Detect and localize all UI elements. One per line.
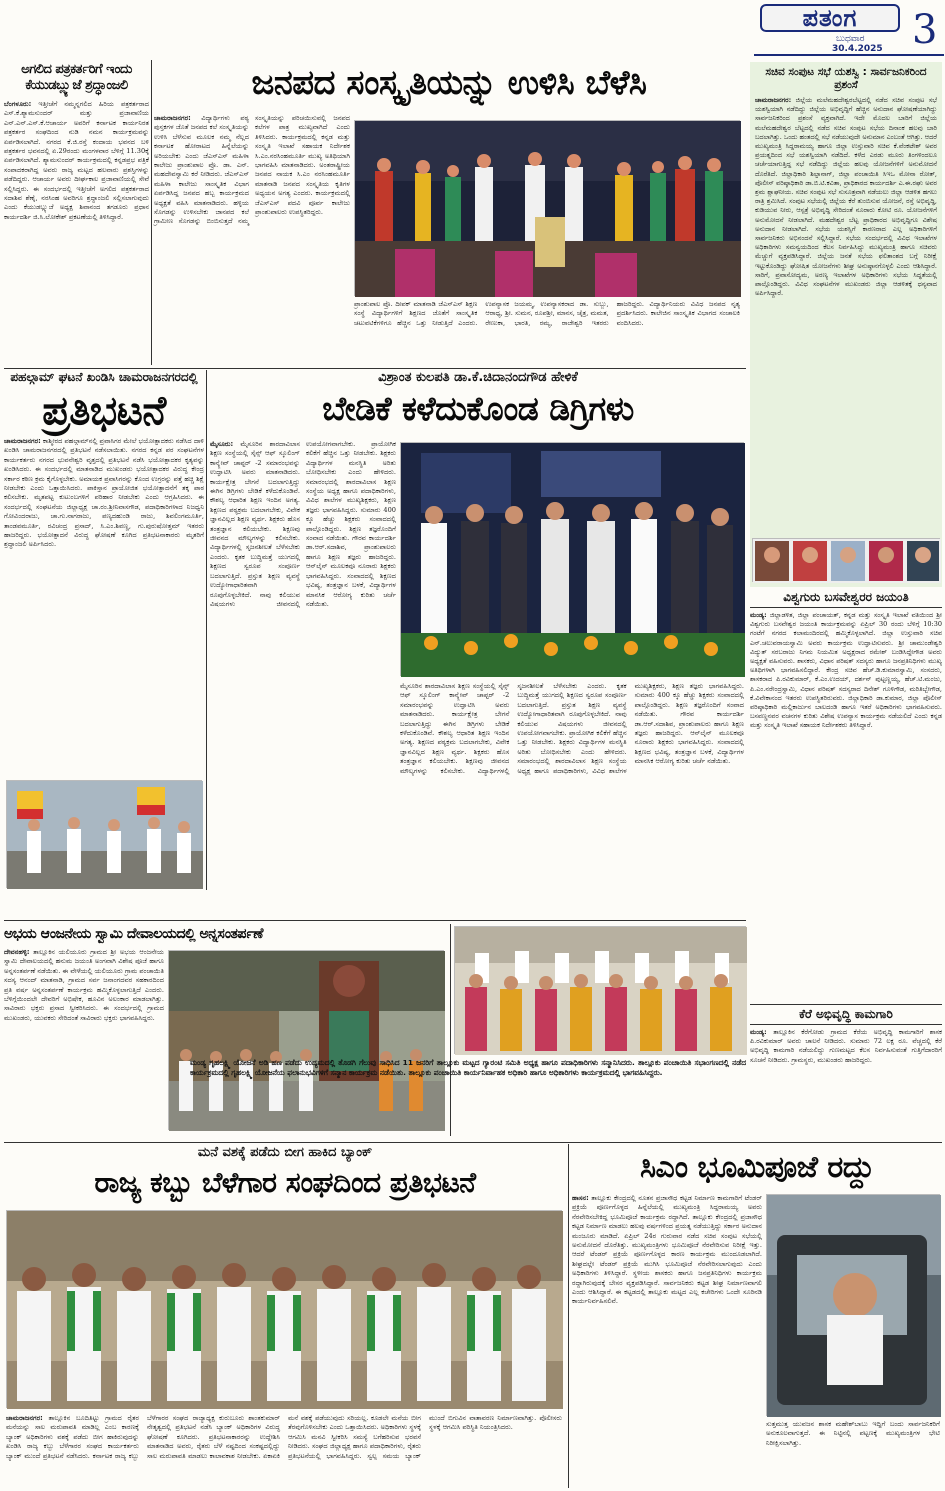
basava-headline: ವಿಶ್ವಗುರು ಬಸವೇಶ್ವರರ ಜಯಂತಿ <box>750 590 942 608</box>
anjaneya-body: ತಾಲ್ಲೂಕಿನ ಯಲಿಯೂರು ಗ್ರಾಮದ ಶ್ರೀ ಅಭಯ ಆಂಜನೇಯ ಸ್ವಾಮಿ ದೇವಾಲಯದಲ್ಲಿ ಹನುಮ ಜಯಂತಿ ಅಂಗವಾಗಿ ವಿಶೇಷ ಪೂಜೆ ಹಾಗೂ ಅನ್ನಸಂತರ್ಪಣೆ ನಡೆಯಿತು. ಈ ವೇಳೆಯಲ್ಲಿ ಯಲಿಯೂರು ಗ್ರಾಮ ಪಂಚಾಯಿತಿ ಸದಸ್ಯ ಆನಂದ್ ಮಾತನಾಡಿ, ಗ್ರಾಮದ ಸರ್ವ ಜನಾಂಗದವರ ಸಹಕಾರದಿಂದ ಪ್ರತಿ ವರ್ಷ ಅನ್ನಸಂತರ್ಪಣೆ ಕಾರ್ಯಕ್ರಮ ಹಮ್ಮಿಕೊಳ್ಳಲಾಗುತ್ತಿದೆ ಎಂದರು. ಬೆಳಿಗ್ಗೆಯಿಂದಲೇ ದೇವರಿಗೆ ಅಭಿಷೇಕ, ಹೂವಿನ ಅಲಂಕಾರ ಮಾಡಲಾಗಿತ್ತು. ಸಾವಿರಾರು ಭಕ್ತರು ಪ್ರಸಾದ ಸ್ವೀಕರಿಸಿದರು. ಈ ಸಂದರ್ಭದಲ್ಲಿ ಗ್ರಾಮದ ಮುಖಂಡರು, ಯುವಕರು ಸೇರಿದಂತೆ ಸಾವಿರಾರು ಭಕ್ತರು ಭಾಗವಹಿಸಿದ್ದರು. <box>4 948 164 1022</box>
masthead <box>754 4 944 56</box>
basava-body: ಜಿಲ್ಲಾಡಳಿತ, ಜಿಲ್ಲಾ ಪಂಚಾಯತ್, ಕನ್ನಡ ಮತ್ತು ಸಂಸ್ಕೃತಿ ಇಲಾಖೆ ವತಿಯಿಂದ ಶ್ರೀ ವಿಶ್ವಗುರು ಬಸವೇಶ್ವರ ಜಯಂತಿ ಕಾರ್ಯಕ್ರಮವನ್ನು ಏಪ್ರಿಲ್ 30 ರಂದು ಬೆಳಿಗ್ಗೆ 10:30 ಗಂಟೆಗೆ ನಗರದ ಕಲಾಮಂದಿರದಲ್ಲಿ ಹಮ್ಮಿಕೊಳ್ಳಲಾಗಿದೆ. ಜಿಲ್ಲಾ ಉಸ್ತುವಾರಿ ಸಚಿವ ಎನ್.ಚಲುವರಾಯಸ್ವಾಮಿ ಅವರು ಕಾರ್ಯಕ್ರಮ ಉದ್ಘಾಟಿಸುವರು. ಶ್ರೀ ಚಾಮುಂಡೇಶ್ವರಿ ವಿದ್ಯುತ್ ಸರಬರಾಜು ನಿಗಮ ನಿಯಮಿತ ಅಧ್ಯಕ್ಷರಾದ ರಮೇಶ್ ಬಂಡಿಸಿದ್ದೇಗೌಡ ಅವರು ಅಧ್ಯಕ್ಷತೆ ವಹಿಸುವರು. ಶಾಸಕರು, ವಿಧಾನ ಪರಿಷತ್ ಸದಸ್ಯರು ಹಾಗೂ ಜನಪ್ರತಿನಿಧಿಗಳು ಮುಖ್ಯ ಅತಿಥಿಗಳಾಗಿ ಭಾಗವಹಿಸಲಿದ್ದಾರೆ. ಕೇಂದ್ರ ಸಚಿವ ಹೆಚ್.ಡಿ.ಕುಮಾರಸ್ವಾಮಿ, ಸಂಸದರು, ಶಾಸಕರಾದ ಪಿ.ರವಿಕುಮಾರ್, ಕೆ.ಎಂ.ಉದಯ್, ದರ್ಶನ್ ಪುಟ್ಟಣ್ಣಯ್ಯ, ಹೆಚ್.ಟಿ.ಮಂಜು, ಪಿ.ಎಂ.ನರೇಂದ್ರಸ್ವಾಮಿ, ವಿಧಾನ ಪರಿಷತ್ ಸದಸ್ಯರಾದ ದಿನೇಶ್ ಗೂಳಿಗೌಡ, ಮರಿತಿಬ್ಬೇಗೌಡ, ಕೆ.ವಿವೇಕಾನಂದ ಇತರರು ಉಪಸ್ಥಿತರಿರುವರು. ಜಿಲ್ಲಾಧಿಕಾರಿ ಡಾ.ಕುಮಾರ, ಜಿಲ್ಲಾ ಪೊಲೀಸ್ ವರಿಷ್ಠಾಧಿಕಾರಿ ಮಲ್ಲಿಕಾರ್ಜುನ ಬಾಲದಂಡಿ ಹಾಗೂ ಇತರೆ ಅಧಿಕಾರಿಗಳು ಭಾಗವಹಿಸುವರು. ಬಸವಣ್ಣನವರ ವಚನಗಳ ಕುರಿತು ವಿಶೇಷ ಉಪನ್ಯಾಸ ಕಾರ್ಯಕ್ರಮ ನಡೆಯಲಿದೆ ಎಂದು ಕನ್ನಡ ಮತ್ತು ಸಂಸ್ಕೃತಿ ಇಲಾಖೆ ಸಹಾಯಕ ನಿರ್ದೇಶಕರು ತಿಳಿಸಿದ್ದಾರೆ. <box>750 611 942 730</box>
masthead-name: ಪತಂಗ <box>760 4 900 32</box>
degrees-body-cont: ಮೈಸೂರಿನ ಶಾರದಾವಿಲಾಸ ಶಿಕ್ಷಣ ಸಂಸ್ಥೆಯಲ್ಲಿ ಸೈನ್ಸ್ ಆಫ್ ಸ್ಕೂಲಿಂಗ್ ಕಾನ್ಕ್ಲೇವ್ ಚಾಪ್ಟರ್ -2 ಸಮಾರಂಭವನ್ನು ಉದ್ಘಾಟಿಸಿ ಅವರು ಮಾತನಾಡಿದರು. ಕಾರ್ಯಕ್ಷೇತ್ರ ಬೇಗನೆ ಬದಲಾಗುತ್ತಿದ್ದು ಈಗಿನ ಡಿಗ್ರಿಗಳು ಬೇಡಿಕೆ ಕಳೆದುಕೊಂಡಿವೆ. ಕೌಶಲ್ಯ ಆಧಾರಿತ ಶಿಕ್ಷಣ ಇಂದಿನ ಅಗತ್ಯ. ಶಿಕ್ಷಣದ ಪಠ್ಯಕ್ರಮ ಬದಲಾಗಬೇಕು, ವಿವೇಕ ಜ್ಞಾನವಿಲ್ಲದ ಶಿಕ್ಷಣ ವ್ಯರ್ಥ. ಶಿಕ್ಷಕರು ಹೊಸ ತಂತ್ರಜ್ಞಾನ ಕಲಿಯಬೇಕು. ಶಿಕ್ಷಣವು ಜೀವನದ ಮೌಲ್ಯಗಳನ್ನು ಕಲಿಸಬೇಕು. ವಿದ್ಯಾರ್ಥಿಗಳಲ್ಲಿ ಸೃಜನಶೀಲತೆ ಬೆಳೆಸಬೇಕು ಎಂದರು. ಕೃತಕ ಬುದ್ಧಿಮತ್ತೆ ಯುಗದಲ್ಲಿ ಶಿಕ್ಷಣದ ಸ್ವರೂಪ ಸಂಪೂರ್ಣ ಬದಲಾಗುತ್ತಿದೆ. ಪ್ರಸ್ತುತ ಶಿಕ್ಷಣ ವ್ಯವಸ್ಥೆ ಉದ್ಯೋಗಾಧಾರಿತವಾಗಿ ರೂಪುಗೊಳ್ಳಬೇಕಿದೆ. ನಾವು ಕಲಿಯುವ ವಿಷಯಗಳು ಜೀವನದಲ್ಲಿ ಉಪಯೋಗವಾಗಬೇಕು. ಪ್ರಾಯೋಗಿಕ ಕಲಿಕೆಗೆ ಹೆಚ್ಚಿನ ಒತ್ತು ನೀಡಬೇಕು. ಶಿಕ್ಷಕರು ವಿದ್ಯಾರ್ಥಿಗಳ ಮನಸ್ಥಿತಿ ಅರಿತು ಬೋಧಿಸಬೇಕು ಎಂದು ಹೇಳಿದರು. ಸಮಾರಂಭದಲ್ಲಿ ಶಾರದಾವಿಲಾಸ ಶಿಕ್ಷಣ ಸಂಸ್ಥೆಯ ಅಧ್ಯಕ್ಷ ಹಾಗೂ ಪದಾಧಿಕಾರಿಗಳು, ವಿವಿಧ ಶಾಲೆಗಳ ಮುಖ್ಯಶಿಕ್ಷಕರು, ಶಿಕ್ಷಣ ತಜ್ಞರು ಭಾಗವಹಿಸಿದ್ದರು. ಸುಮಾರು 400 ಕ್ಕೂ ಹೆಚ್ಚು ಶಿಕ್ಷಕರು ಸಂವಾದದಲ್ಲಿ ಪಾಲ್ಗೊಂಡಿದ್ದರು. ಶಿಕ್ಷಣ ತಜ್ಞರೊಂದಿಗೆ ಸಂವಾದ ನಡೆಯಿತು. ಗೌರವ ಕಾರ್ಯದರ್ಶಿ ಡಾ.ಆರ್.ಸದಾಶಿವ, ಪ್ರಾಂಶುಪಾಲರು ಹಾಗೂ ಶಿಕ್ಷಣ ತಜ್ಞರು ಹಾಜರಿದ್ದರು. ಆನ್‌ಲೈನ್ ಮೂಲಕವೂ ನೂರಾರು ಶಿಕ್ಷಕರು ಭಾಗವಹಿಸಿದ್ದರು. ಸಂವಾದದಲ್ಲಿ ಶಿಕ್ಷಣದ ಭವಿಷ್ಯ, ತಂತ್ರಜ್ಞಾನ ಬಳಕೆ, ವಿದ್ಯಾರ್ಥಿಗಳ ಮಾನಸಿಕ ಆರೋಗ್ಯ ಕುರಿತು ಚರ್ಚೆ ನಡೆಯಿತು. <box>400 682 744 775</box>
pahalgam-kicker: ಪಹಲ್ಗಾಮ್ ಘಟನೆ ಖಂಡಿಸಿ ಚಾಮರಾಜನಗರದಲ್ಲಿ <box>10 370 198 384</box>
cm-caption: ಸುತ್ತಮುತ್ತ ಯುವಜನ ಶಾಸಕ ಮಹೇಶ್‌ಬಾಬು ಇದ್ದಿಗೆ ಬಂದು ಸಾರ್ವಜನಿಕರಿಗೆ ಅನುಕೂಲವಾಗುತ್ತದೆ. ಈ ನಿಟ್ಟಿನಲ್ಲಿ ಪಟ್ಟಣಕ್ಕೆ ಮುಖ್ಯಮಂತ್ರಿಗಳ ಭೇಟಿ ನಿರೀಕ್ಷಿಸಲಾಗಿತ್ತು. <box>766 1420 940 1447</box>
lake-story <box>750 1004 942 1142</box>
sugarcane-body: ತಾಲ್ಲೂಕಿನ ಬೂದಿತಿಟ್ಟು ಗ್ರಾಮದ ರೈತರ ಮನೆಯನ್ನು ಸಾಲ ಮರುಪಾವತಿ ಮಾಡಿಲ್ಲ ಎಂಬ ಕಾರಣಕ್ಕೆ ಬ್ಯಾಂಕ್ ಅಧಿಕಾರಿಗಳು ವಶಕ್ಕೆ ಪಡೆದು ಬೀಗ ಹಾಕಿರುವುದನ್ನು ಖಂಡಿಸಿ ರಾಜ್ಯ ಕಬ್ಬು ಬೆಳೆಗಾರರ ಸಂಘದ ಕಾರ್ಯಕರ್ತರು ಬ್ಯಾಂಕ್ ಮುಂದೆ ಪ್ರತಿಭಟನೆ ನಡೆಸಿದರು. ಕರ್ನಾಟಕ ರಾಜ್ಯ ಕಬ್ಬು ಬೆಳೆಗಾರರ ಸಂಘದ ರಾಜ್ಯಾಧ್ಯಕ್ಷ ಕುರುಬೂರು ಶಾಂತಕುಮಾರ್ ನೇತೃತ್ವದಲ್ಲಿ ಪ್ರತಿಭಟನೆ ನಡೆಸಿ ಬ್ಯಾಂಕ್ ಅಧಿಕಾರಿಗಳ ವಿರುದ್ಧ ಘೋಷಣೆ ಕೂಗಿದರು. ಪ್ರತಿಭಟನಾಕಾರರನ್ನು ಉದ್ದೇಶಿಸಿ ಮಾತನಾಡಿದ ಅವರು, ರೈತರು ಬೆಳೆ ನಷ್ಟದಿಂದ ಸಂಕಷ್ಟದಲ್ಲಿದ್ದು ಸಾಲ ಮರುಪಾವತಿ ಮಾಡಲು ಕಾಲಾವಕಾಶ ನೀಡಬೇಕು. ಏಕಾಏಕಿ ಮನೆ ವಶಕ್ಕೆ ಪಡೆಯುವುದು ಸರಿಯಲ್ಲ. ಕೂಡಲೇ ಮನೆಯ ಬೀಗ ತೆರವುಗೊಳಿಸಬೇಕು ಎಂದು ಒತ್ತಾಯಿಸಿದರು. ಅಧಿಕಾರಿಗಳು ಸ್ಥಳಕ್ಕೆ ಆಗಮಿಸಿ ಮನವಿ ಸ್ವೀಕರಿಸಿ ಸಮಸ್ಯೆ ಬಗೆಹರಿಸುವ ಭರವಸೆ ನೀಡಿದರು. ಸಂಘದ ಜಿಲ್ಲಾಧ್ಯಕ್ಷ ಹಾಗೂ ಪದಾಧಿಕಾರಿಗಳು, ರೈತರು ಪ್ರತಿಭಟನೆಯಲ್ಲಿ ಭಾಗವಹಿಸಿದ್ದರು. ಸ್ವಲ್ಪ ಸಮಯ ಬ್ಯಾಂಕ್ ಮುಂದೆ ಬಿಗುವಿನ ವಾತಾವರಣ ನಿರ್ಮಾಣವಾಗಿತ್ತು. ಪೊಲೀಸರು ಸ್ಥಳಕ್ಕೆ ಆಗಮಿಸಿ ಪರಿಸ್ಥಿತಿ ನಿಯಂತ್ರಿಸಿದರು. <box>6 1414 562 1460</box>
sugarcane-dateline: ಚಾಮರಾಜನಗರ: <box>6 1414 43 1422</box>
tribute-headline: ಅಗಲಿದ ಪತ್ರಕರ್ತರಿಗೆ ಇಂದು ಕೆಯುಡಬ್ಲ್ಯುಜೆ ಶ್ರದ್ಧಾಂಜಲಿ <box>21 62 132 93</box>
anjaneya-dateline: ದೇವನಹಳ್ಳಿ: <box>4 948 30 956</box>
folk-body-right-col <box>354 300 740 364</box>
cm-story <box>572 1144 942 1488</box>
degrees-headline: ಬೇಡಿಕೆ ಕಳೆದುಕೊಂಡ ಡಿಗ್ರಿಗಳು <box>322 388 634 428</box>
cm-body-col <box>572 1194 762 1486</box>
anjaneya-headline: ಅಭಯ ಆಂಜನೇಯ ಸ್ವಾಮಿ ದೇವಾಲಯದಲ್ಲಿ ಅನ್ನಸಂತರ್ಪಣೆ <box>4 926 263 942</box>
pahalgam-photo <box>6 780 202 888</box>
folk-photo <box>354 120 740 296</box>
sugarcane-kicker: ಮನೆ ವಶಕ್ಕೆ ಪಡೆದು ಬೀಗ ಹಾಕಿದ ಬ್ಯಾಂಕ್ <box>197 1145 373 1160</box>
grihalakshmi-caption: ಮಂಡ್ಯ ಗೃಹಲಕ್ಷ್ಮಿ ಯೋಜನೆ ಅಡಿ ಹಣ ಪಡೆದು ಉದ್ಯಮದಲ್ಲಿ ತೊಡಗಿ ಗೆಲುವು ಸಾಧಿಸಿದ 11 ಜನರಿಗೆ ತಾಲ್ಲೂಕು ಮಟ್ಟದ ಗ್ಯಾರಂಟಿ ಸಮಿತಿ ಅಧ್ಯಕ್ಷ ಹಾಗೂ ಪದಾಧಿಕಾರಿಗಳು ಸನ್ಮಾನಿಸಿದರು. ತಾಲ್ಲೂಕು ಪಂಚಾಯಿತಿ ಸಭಾಂಗಣದಲ್ಲಿ ನಡೆದ ಕಾರ್ಯಕ್ರಮದಲ್ಲಿ ಗೃಹಲಕ್ಷ್ಮಿ ಯೋಜನೆಯ ಫಲಾನುಭವಿಗಳಿಗೆ ಸನ್ಮಾನ ಕಾರ್ಯಕ್ರಮ ನಡೆಯಿತು. ತಾಲ್ಲೂಕು ಪಂಚಾಯಿತಿ ಕಾರ್ಯನಿರ್ವಾಹಕ ಅಧಿಕಾರಿ ಹಾಗೂ ಅಧಿಕಾರಿಗಳು ಕಾರ್ಯಕ್ರಮದಲ್ಲಿ ಭಾಗವಹಿಸಿದ್ದರು. <box>190 1058 746 1078</box>
masthead-date: 30.4.2025 <box>832 44 883 54</box>
grihalakshmi-story <box>190 926 746 1138</box>
masthead-day: ಬುಧವಾರ <box>836 34 865 44</box>
cabinet-headline: ಸಚಿವ ಸಂಪುಟ ಸಭೆ ಯಶಸ್ವಿ : ಸಾರ್ವಜನಿಕರಿಂದ ಪ್ರಶಂಸೆ <box>765 66 927 91</box>
folk-story <box>154 58 744 366</box>
degrees-body-col2 <box>400 682 744 886</box>
pahalgam-dateline: ಚಾಮರಾಜನಗರ: <box>4 437 41 445</box>
pahalgam-headline: ಪ್ರತಿಭಟನೆ <box>42 388 166 434</box>
degrees-body: ಮೈಸೂರಿನ ಶಾರದಾವಿಲಾಸ ಶಿಕ್ಷಣ ಸಂಸ್ಥೆಯಲ್ಲಿ ಸೈನ್ಸ್ ಆಫ್ ಸ್ಕೂಲಿಂಗ್ ಕಾನ್ಕ್ಲೇವ್ ಚಾಪ್ಟರ್ -2 ಸಮಾರಂಭವನ್ನು ಉದ್ಘಾಟಿಸಿ ಅವರು ಮಾತನಾಡಿದರು. ಕಾರ್ಯಕ್ಷೇತ್ರ ಬೇಗನೆ ಬದಲಾಗುತ್ತಿದ್ದು ಈಗಿನ ಡಿಗ್ರಿಗಳು ಬೇಡಿಕೆ ಕಳೆದುಕೊಂಡಿವೆ. ಕೌಶಲ್ಯ ಆಧಾರಿತ ಶಿಕ್ಷಣ ಇಂದಿನ ಅಗತ್ಯ. ಶಿಕ್ಷಣದ ಪಠ್ಯಕ್ರಮ ಬದಲಾಗಬೇಕು, ವಿವೇಕ ಜ್ಞಾನವಿಲ್ಲದ ಶಿಕ್ಷಣ ವ್ಯರ್ಥ. ಶಿಕ್ಷಕರು ಹೊಸ ತಂತ್ರಜ್ಞಾನ ಕಲಿಯಬೇಕು. ಶಿಕ್ಷಣವು ಜೀವನದ ಮೌಲ್ಯಗಳನ್ನು ಕಲಿಸಬೇಕು. ವಿದ್ಯಾರ್ಥಿಗಳಲ್ಲಿ ಸೃಜನಶೀಲತೆ ಬೆಳೆಸಬೇಕು ಎಂದರು. ಕೃತಕ ಬುದ್ಧಿಮತ್ತೆ ಯುಗದಲ್ಲಿ ಶಿಕ್ಷಣದ ಸ್ವರೂಪ ಸಂಪೂರ್ಣ ಬದಲಾಗುತ್ತಿದೆ. ಪ್ರಸ್ತುತ ಶಿಕ್ಷಣ ವ್ಯವಸ್ಥೆ ಉದ್ಯೋಗಾಧಾರಿತವಾಗಿ ರೂಪುಗೊಳ್ಳಬೇಕಿದೆ. ನಾವು ಕಲಿಯುವ ವಿಷಯಗಳು ಜೀವನದಲ್ಲಿ ಉಪಯೋಗವಾಗಬೇಕು. ಪ್ರಾಯೋಗಿಕ ಕಲಿಕೆಗೆ ಹೆಚ್ಚಿನ ಒತ್ತು ನೀಡಬೇಕು. ಶಿಕ್ಷಕರು ವಿದ್ಯಾರ್ಥಿಗಳ ಮನಸ್ಥಿತಿ ಅರಿತು ಬೋಧಿಸಬೇಕು ಎಂದು ಹೇಳಿದರು. ಸಮಾರಂಭದಲ್ಲಿ ಶಾರದಾವಿಲಾಸ ಶಿಕ್ಷಣ ಸಂಸ್ಥೆಯ ಅಧ್ಯಕ್ಷ ಹಾಗೂ ಪದಾಧಿಕಾರಿಗಳು, ವಿವಿಧ ಶಾಲೆಗಳ ಮುಖ್ಯಶಿಕ್ಷಕರು, ಶಿಕ್ಷಣ ತಜ್ಞರು ಭಾಗವಹಿಸಿದ್ದರು. ಸುಮಾರು 400 ಕ್ಕೂ ಹೆಚ್ಚು ಶಿಕ್ಷಕರು ಸಂವಾದದಲ್ಲಿ ಪಾಲ್ಗೊಂಡಿದ್ದರು. ಶಿಕ್ಷಣ ತಜ್ಞರೊಂದಿಗೆ ಸಂವಾದ ನಡೆಯಿತು. ಗೌರವ ಕಾರ್ಯದರ್ಶಿ ಡಾ.ಆರ್.ಸದಾಶಿವ, ಪ್ರಾಂಶುಪಾಲರು ಹಾಗೂ ಶಿಕ್ಷಣ ತಜ್ಞರು ಹಾಜರಿದ್ದರು. ಆನ್‌ಲೈನ್ ಮೂಲಕವೂ ನೂರಾರು ಶಿಕ್ಷಕರು ಭಾಗವಹಿಸಿದ್ದರು. ಸಂವಾದದಲ್ಲಿ ಶಿಕ್ಷಣದ ಭವಿಷ್ಯ, ತಂತ್ರಜ್ಞಾನ ಬಳಕೆ, ವಿದ್ಯಾರ್ಥಿಗಳ ಮಾನಸಿಕ ಆರೋಗ್ಯ ಕುರಿತು ಚರ್ಚೆ ನಡೆಯಿತು. <box>210 440 396 608</box>
folk-body-right: ಪ್ರಾಂಶುಪಾಲ ಪ್ರೊ. ದೀಪಕ್ ಮಾತನಾಡಿ ಜೆಎಸ್ಎಸ್ ಶಿಕ್ಷಣ ಸಂಸ್ಥೆ ವಿದ್ಯಾರ್ಥಿಗಳಿಗೆ ಶಿಕ್ಷಣದ ಜೊತೆಗೆ ಸಾಂಸ್ಕೃತಿಕ ಚಟುವಟಿಕೆಗಳಿಗೂ ಹೆಚ್ಚಿನ ಒತ್ತು ನೀಡುತ್ತಿದೆ ಎಂದರು. ಉಪನ್ಯಾಸಕ ಜಯಮ್ಮ, ಉಪನ್ಯಾಸಕರಾದ ಡಾ. ಸುಬ್ಬು, ಆರಾಧ್ಯ, ಶ್ರೀ. ಸುಮನ, ರೂಪಶ್ರೀ, ಮಾನಸ, ಚೈತ್ರ, ಮಮತ, ರೇಣುಕಾ, ಭಾರತಿ, ರಮ್ಯ, ರಾಜೇಶ್ವರಿ ಇತರರು ಹಾಜರಿದ್ದರು. ವಿದ್ಯಾರ್ಥಿನಿಯರು ವಿವಿಧ ಜನಪದ ನೃತ್ಯ ಪ್ರದರ್ಶಿಸಿದರು. ಕಾಲೇಜಿನ ಸಾಂಸ್ಕೃತಿಕ ವಿಭಾಗದ ಸಂಚಾಲಕಿ ವಂದಿಸಿದರು. <box>354 300 740 327</box>
degrees-body-col <box>210 440 396 886</box>
cabinet-story <box>750 62 942 587</box>
tribute-story <box>4 62 149 362</box>
degrees-story <box>210 370 746 890</box>
cm-headline: ಸಿಎಂ ಭೂಮಿಪೂಜೆ ರದ್ದು <box>640 1150 874 1185</box>
cabinet-body: ಜಿಲ್ಲೆಯ ಮಲೆಮಹದೇಶ್ವರಬೆಟ್ಟದಲ್ಲಿ ನಡೆದ ಸಚಿವ ಸಂಪುಟ ಸಭೆ ಯಶಸ್ವಿಯಾಗಿ ನಡೆದಿದ್ದು ಜಿಲ್ಲೆಯ ಅಭಿವೃದ್ಧಿಗೆ ಹೆಚ್ಚಿನ ಅನುದಾನ ಘೋಷಣೆಯಾಗಿದ್ದು ಸಾರ್ವಜನಿಕರಿಂದ ಪ್ರಶಂಸೆ ವ್ಯಕ್ತವಾಗಿದೆ. ಇದೇ ಮೊದಲ ಬಾರಿಗೆ ಜಿಲ್ಲೆಯ ಮಲೆಮಹದೇಶ್ವರ ಬೆಟ್ಟದಲ್ಲಿ ನಡೆದ ಸಚಿವ ಸಂಪುಟ ಸಭೆಯ ದಿನಾಂಕ ಹಲವು ಬಾರಿ ಬದಲಾಗಿತ್ತು. ಒಂದು ಹಂತದಲ್ಲಿ ಸಭೆ ನಡೆಯುವುದೇ ಅನುಮಾನ ಎಂಬಂತೆ ಆಗಿತ್ತು. ಆದರೆ ಮುಖ್ಯಮಂತ್ರಿ ಸಿದ್ದರಾಮಯ್ಯ ಹಾಗೂ ಜಿಲ್ಲಾ ಉಸ್ತುವಾರಿ ಸಚಿವ ಕೆ.ವೆಂಕಟೇಶ್ ಅವರ ಪ್ರಯತ್ನದಿಂದ ಸಭೆ ಯಶಸ್ವಿಯಾಗಿ ನಡೆದಿದೆ. ಕಳೆದ ಎರಡು ಮೂರು ತಿಂಗಳಿಂದಲೂ ಚರ್ಚೆಯಾಗುತ್ತಿದ್ದ ಸಭೆ ನಡೆದಿದ್ದು ಜಿಲ್ಲೆಯ ಹಲವು ಯೋಜನೆಗಳಿಗೆ ಅನುಮೋದನೆ ದೊರೆತಿದೆ. ಜಿಲ್ಲಾಧಿಕಾರಿ ಶಿಲ್ಪಾನಾಗ್, ಜಿಲ್ಲಾ ಪಂಚಾಯಿತಿ ಸಿಇಒ ಮೋನಾ ರೋತ್, ಪೊಲೀಸ್ ವರಿಷ್ಠಾಧಿಕಾರಿ ಡಾ.ಬಿ.ಟಿ.ಕವಿತಾ, ಪ್ರಾಧಿಕಾರದ ಕಾರ್ಯದರ್ಶಿ ಎ.ಈ.ರಘು ಅವರ ಶ್ರಮ ಶ್ಲಾಘನೀಯ. ಸಚಿವ ಸಂಪುಟ ಸಭೆ ಸುಸೂತ್ರವಾಗಿ ನಡೆಯಲು ಜಿಲ್ಲಾ ಆಡಳಿತ ಹಗಲು ರಾತ್ರಿ ಶ್ರಮಿಸಿದೆ. ಸಂಪುಟ ಸಭೆಯಲ್ಲಿ ಜಿಲ್ಲೆಯ ಕೆರೆ ತುಂಬಿಸುವ ಯೋಜನೆ, ರಸ್ತೆ ಅಭಿವೃದ್ಧಿ, ಕುಡಿಯುವ ನೀರು, ಆಸ್ಪತ್ರೆ ಅಭಿವೃದ್ಧಿ ಸೇರಿದಂತೆ ನೂರಾರು ಕೋಟಿ ರೂ. ಯೋಜನೆಗಳಿಗೆ ಅನುಮೋದನೆ ನೀಡಲಾಗಿದೆ. ಮಹದೇಶ್ವರ ಬೆಟ್ಟ ಪ್ರಾಧಿಕಾರದ ಅಭಿವೃದ್ಧಿಗೂ ವಿಶೇಷ ಅನುದಾನ ನೀಡಲಾಗಿದೆ. ಸಭೆಯ ಯಶಸ್ಸಿಗೆ ಕಾರಣರಾದ ಎಲ್ಲ ಅಧಿಕಾರಿಗಳಿಗೆ ಸಾರ್ವಜನಿಕರು ಅಭಿನಂದನೆ ಸಲ್ಲಿಸಿದ್ದಾರೆ. ಸಭೆಯ ಸಂದರ್ಭದಲ್ಲಿ ವಿವಿಧ ಇಲಾಖೆಗಳ ಅಧಿಕಾರಿಗಳು ಸಮನ್ವಯದಿಂದ ಕೆಲಸ ನಿರ್ವಹಿಸಿದ್ದು ಮುಖ್ಯಮಂತ್ರಿ ಹಾಗೂ ಸಚಿವರು ಮೆಚ್ಚುಗೆ ವ್ಯಕ್ತಪಡಿಸಿದ್ದಾರೆ. ಜಿಲ್ಲೆಯ ಜನತೆ ಸಭೆಯ ಫಲಿತಾಂಶದ ಬಗ್ಗೆ ನಿರೀಕ್ಷೆ ಇಟ್ಟುಕೊಂಡಿದ್ದು ಘೋಷಿತ ಯೋಜನೆಗಳು ಶೀಘ್ರ ಅನುಷ್ಠಾನಗೊಳ್ಳಲಿ ಎಂದು ಆಶಿಸಿದ್ದಾರೆ. ಸಾರಿಗೆ, ಪ್ರವಾಸೋದ್ಯಮ, ಅರಣ್ಯ ಇಲಾಖೆಗಳ ಅಧಿಕಾರಿಗಳು ಸಭೆಯ ಸಿದ್ಧತೆಯಲ್ಲಿ ಪಾಲ್ಗೊಂಡಿದ್ದರು. ವಿವಿಧ ಸಂಘಟನೆಗಳ ಮುಖಂಡರು ಜಿಲ್ಲಾ ಆಡಳಿತಕ್ಕೆ ಧನ್ಯವಾದ ಅರ್ಪಿಸಿದ್ದಾರೆ. <box>755 96 937 298</box>
page-number: 3 <box>912 7 938 53</box>
sugarcane-photo <box>6 1210 562 1408</box>
basava-story <box>750 590 942 1002</box>
cm-body: ತಾಲ್ಲೂಕು ಕೇಂದ್ರದಲ್ಲಿ ನೂತನ ಪ್ರಜಾಸೌಧ ಕಟ್ಟಡ ನಿರ್ಮಾಣ ಕಾಮಗಾರಿಗೆ ಟೆಂಡರ್ ಪ್ರಕ್ರಿಯೆ ಪೂರ್ಣಗೊಳ್ಳದ ಹಿನ್ನೆಲೆಯಲ್ಲಿ ಮುಖ್ಯಮಂತ್ರಿ ಸಿದ್ದರಾಮಯ್ಯ ಅವರು ನೆರವೇರಿಸಬೇಕಿದ್ದ ಭೂಮಿಪೂಜೆ ಕಾರ್ಯಕ್ರಮ ರದ್ದಾಗಿದೆ. ತಾಲ್ಲೂಕು ಕೇಂದ್ರದಲ್ಲಿ ಪ್ರಜಾಸೌಧ ಕಟ್ಟಡ ನಿರ್ಮಾಣ ಮಾಡಲು ಹಲವು ವರ್ಷಗಳಿಂದ ಪ್ರಯತ್ನ ನಡೆಯುತ್ತಿದ್ದು ಸರ್ಕಾರ ಅನುದಾನ ಮಂಜೂರು ಮಾಡಿದೆ. ಏಪ್ರಿಲ್ 24ರ ಗುರುವಾರ ನಡೆದ ಸಚಿವ ಸಂಪುಟ ಸಭೆಯಲ್ಲಿ ಅನುಮೋದನೆ ದೊರೆತಿತ್ತು. ಮುಖ್ಯಮಂತ್ರಿಗಳು ಭೂಮಿಪೂಜೆ ನೆರವೇರಿಸುವ ನಿರೀಕ್ಷೆ ಇತ್ತು. ಆದರೆ ಟೆಂಡರ್ ಪ್ರಕ್ರಿಯೆ ಪೂರ್ಣಗೊಳ್ಳದ ಕಾರಣ ಕಾರ್ಯಕ್ರಮ ಮುಂದೂಡಲಾಗಿದೆ. ಶೀಘ್ರದಲ್ಲೇ ಟೆಂಡರ್ ಪ್ರಕ್ರಿಯೆ ಮುಗಿಸಿ ಭೂಮಿಪೂಜೆ ನೆರವೇರಿಸಲಾಗುವುದು ಎಂದು ಅಧಿಕಾರಿಗಳು ತಿಳಿಸಿದ್ದಾರೆ. ಸ್ಥಳೀಯ ಶಾಸಕರು ಹಾಗೂ ಜನಪ್ರತಿನಿಧಿಗಳು ಕಾರ್ಯಕ್ರಮ ರದ್ದಾಗಿರುವುದಕ್ಕೆ ಬೇಸರ ವ್ಯಕ್ತಪಡಿಸಿದ್ದಾರೆ. ಸಾರ್ವಜನಿಕರು ಕಟ್ಟಡ ಶೀಘ್ರ ನಿರ್ಮಾಣವಾಗಲಿ ಎಂದು ಆಶಿಸಿದ್ದಾರೆ. ಈ ಕಟ್ಟಡದಲ್ಲಿ ತಾಲ್ಲೂಕು ಮಟ್ಟದ ಎಲ್ಲ ಕಚೇರಿಗಳು ಒಂದೇ ಸೂರಿನಡಿ ಕಾರ್ಯನಿರ್ವಹಿಸಲಿವೆ. <box>572 1194 762 1306</box>
pahalgam-body: ಕಾಶ್ಮೀರದ ಪಹಲ್ಗಾಮ್‌ನಲ್ಲಿ ಪ್ರವಾಸಿಗರ ಮೇಲೆ ಭಯೋತ್ಪಾದಕರು ನಡೆಸಿದ ದಾಳಿ ಖಂಡಿಸಿ ಚಾಮರಾಜನಗರದಲ್ಲಿ ಪ್ರತಿಭಟನೆ ನಡೆಸಲಾಯಿತು. ನಗರದ ಕನ್ನಡ ಪರ ಸಂಘಟನೆಗಳ ಕಾರ್ಯಕರ್ತರು ನಗರದ ಭುವನೇಶ್ವರಿ ವೃತ್ತದಲ್ಲಿ ಪ್ರತಿಭಟನೆ ನಡೆಸಿ ಭಯೋತ್ಪಾದಕರ ಕೃತ್ಯವನ್ನು ಖಂಡಿಸಿದರು. ಈ ಸಂದರ್ಭದಲ್ಲಿ ಮಾತನಾಡಿದ ಮುಖಂಡರು ಭಯೋತ್ಪಾದಕರ ವಿರುದ್ಧ ಕೇಂದ್ರ ಸರ್ಕಾರ ಕಠಿಣ ಕ್ರಮ ಕೈಗೊಳ್ಳಬೇಕು. ಅಮಾಯಕ ಪ್ರವಾಸಿಗರನ್ನು ಕೊಂದ ಉಗ್ರರನ್ನು ಪತ್ತೆ ಹಚ್ಚಿ ಶಿಕ್ಷೆ ನೀಡಬೇಕು ಎಂದು ಒತ್ತಾಯಿಸಿದರು. ಪಾಕಿಸ್ತಾನ ಪ್ರಾಯೋಜಿತ ಭಯೋತ್ಪಾದನೆಗೆ ತಕ್ಕ ಪಾಠ ಕಲಿಸಬೇಕು. ಮೃತಪಟ್ಟ ಕುಟುಂಬಗಳಿಗೆ ಪರಿಹಾರ ನೀಡಬೇಕು ಎಂದು ಆಗ್ರಹಿಸಿದರು. ಈ ಸಂದರ್ಭದಲ್ಲಿ ಸಂಘಟನೆಯ ಜಿಲ್ಲಾಧ್ಯಕ್ಷ ಚಾ.ರಂ.ಶ್ರೀನಿವಾಸಗೌಡ, ಪದಾಧಿಕಾರಿಗಳಾದ ನಿಜಧ್ವನಿ ಗೋವಿಂದರಾಜು, ಚಾ.ಗು.ನಾಗರಾಜು, ಪಣ್ಯದಹುಂಡಿ ರಾಜು, ಶಿವಲಿಂಗಮೂರ್ತಿ, ತಾಂಡವಮೂರ್ತಿ, ರವಿಚಂದ್ರ ಪ್ರಸಾದ್, ಸಿ.ಎಂ.ಶಿವಣ್ಣ, ಗು.ಪುರುಷೋತ್ತಮ್ ಇತರರು ಹಾಜರಿದ್ದರು. ಭಯೋತ್ಪಾದನೆ ವಿರುದ್ಧ ಘೋಷಣೆ ಕೂಗಿದ ಪ್ರತಿಭಟನಾಕಾರರು ಮೃತರಿಗೆ ಶ್ರದ್ಧಾಂಜಲಿ ಅರ್ಪಿಸಿದರು. <box>4 437 204 549</box>
grihalakshmi-photo <box>454 926 746 1054</box>
degrees-kicker: ವಿಶ್ರಾಂತ ಕುಲಪತಿ ಡಾ.ಕೆ.ಚಿದಾನಂದಗೌಡ ಹೇಳಿಕೆ <box>378 370 578 385</box>
folk-body-left-col <box>154 114 350 364</box>
sugarcane-body-col <box>6 1414 562 1486</box>
degrees-photo <box>400 442 744 676</box>
cm-photo <box>766 1194 940 1416</box>
folk-headline: ಜನಪದ ಸಂಸ್ಕೃತಿಯನ್ನು ಉಳಿಸಿ ಬೆಳೆಸಿ <box>251 63 647 103</box>
cm-dateline: ಹಾಸನ: <box>572 1194 589 1202</box>
folk-body-left: ವಿದ್ಯಾರ್ಥಿಗಳು ಪಠ್ಯ ಪುಸ್ತಕಗಳ ಜೊತೆ ಜನಪದ ಕಲೆ ಸಂಸ್ಕೃತಿಯನ್ನು ಉಳಿಸಿ ಬೆಳೆಸುವ ಮೂಲಕ ನಮ್ಮ ನೆಲ್ಲದ ಕರ್ನಾಟಕ ಹೋರಾಟದ ಹಿನ್ನೆಲೆಯನ್ನು ಅರಿಯಬೇಕು ಎಂದು ಜೆಎಸ್ಎಸ್ ಮಹಿಳಾ ಕಾಲೇಜು ಪ್ರಾಂಶುಪಾಲ ಪ್ರೊ. ಡಾ. ಎನ್. ಮಹದೇವಸ್ವಾಮಿ ಕರೆ ನೀಡಿದರು. ಜೆಎಸ್ಎಸ್ ಮಹಿಳಾ ಕಾಲೇಜು ಸಾಂಸ್ಕೃತಿಕ ವಿಭಾಗ ಏರ್ಪಡಿಸಿದ್ದ ಜನಪದ ಹಬ್ಬ ಕಾರ್ಯಕ್ರಮದ ಅಧ್ಯಕ್ಷತೆ ವಹಿಸಿ ಮಾತನಾಡಿದರು. ಹಳ್ಳಿಯ ಸೊಗಡನ್ನು ಉಳಿಸಬೇಕು ಜಾನಪದ ಕಲೆ ಗ್ರಾಮೀಣ ಸೊಗಡನ್ನು ಬಿಂಬಿಸುತ್ತದೆ ನಮ್ಮ ಸಂಸ್ಕೃತಿಯನ್ನು ಪರಿಚಯಿಸುವಲ್ಲಿ ಜನಪದ ಕಲೆಗಳ ಪಾತ್ರ ಮುಖ್ಯವಾಗಿದೆ ಎಂದು ತಿಳಿಸಿದರು. ಕಾರ್ಯಕ್ರಮದಲ್ಲಿ ಕನ್ನಡ ಮತ್ತು ಸಂಸ್ಕೃತಿ ಇಲಾಖೆ ಸಹಾಯಕ ನಿರ್ದೇಶಕ ಸಿ.ಎಂ.ನರಸಿಂಹಮೂರ್ತಿ ಮುಖ್ಯ ಅತಿಥಿಯಾಗಿ ಭಾಗವಹಿಸಿ ಮಾತನಾಡಿದರು. ಅಂತರಾಷ್ಟ್ರೀಯ ಜನಪದ ನಾಯಕ ಸಿ.ಎಂ ನರಸಿಂಹಮೂರ್ತಿ ಮಾತನಾಡಿ ಜನಪದ ಸಂಸ್ಕೃತಿಯ ಕೃತಿಗಳ ಅಧ್ಯಯನ ಅಗತ್ಯ ಎಂದರು. ಕಾರ್ಯಕ್ರಮದಲ್ಲಿ ಜೆಎಸ್ಎಸ್ ಪದವಿ ಪೂರ್ವ ಕಾಲೇಜು ಪ್ರಾಂಶುಪಾಲರು ಉಪಸ್ಥಿತರಿದ್ದರು. <box>154 114 350 226</box>
lake-headline: ಕೆರೆ ಅಭಿವೃದ್ಧಿ ಕಾಮಗಾರಿ <box>750 1004 942 1025</box>
cabinet-photo-strip <box>752 538 940 582</box>
folk-dateline: ಚಾಮರಾಜನಗರ: <box>154 114 191 122</box>
tribute-dateline: ಬೆಂಗಳೂರು: <box>4 100 32 108</box>
basava-dateline: ಮಂಡ್ಯ: <box>750 611 767 619</box>
cabinet-dateline: ಚಾಮರಾಜನಗರ: <box>755 96 792 104</box>
lake-body: ತಾಲ್ಲೂಕಿನ ಕೆರೆಗೋಡು ಗ್ರಾಮದ ಕೆರೆಯ ಅಭಿವೃದ್ಧಿ ಕಾಮಗಾರಿಗೆ ಶಾಸಕ ಪಿ.ರವಿಕುಮಾರ್ ಅವರು ಚಾಲನೆ ನೀಡಿದರು. ಸುಮಾರು 72 ಲಕ್ಷ ರೂ. ವೆಚ್ಚದಲ್ಲಿ ಕೆರೆ ಅಭಿವೃದ್ಧಿ ಕಾಮಗಾರಿ ನಡೆಯಲಿದ್ದು ಗುಣಮಟ್ಟದ ಕೆಲಸ ನಿರ್ವಹಿಸುವಂತೆ ಗುತ್ತಿಗೆದಾರರಿಗೆ ಸೂಚನೆ ನೀಡಿದರು. ಗ್ರಾಮಸ್ಥರು, ಮುಖಂಡರು ಹಾಜರಿದ್ದರು. <box>750 1028 942 1064</box>
sugarcane-story <box>4 1144 566 1488</box>
sugarcane-headline: ರಾಜ್ಯ ಕಬ್ಬು ಬೆಳೆಗಾರ ಸಂಘದಿಂದ ಪ್ರತಿಭಟನೆ <box>94 1166 476 1199</box>
tribute-body: ಇತ್ತೀಚೆಗೆ ನಮ್ಮನ್ನಗಲಿದ ಹಿರಿಯ ಪತ್ರಕರ್ತರಾದ ಎಸ್.ಕೆ.ಶ್ಯಾಮಸುಂದರ್ ಮತ್ತು ಪ್ರಜಾವಾಣಿಯ ಎನ್.ಎನ್.ಎಸ್.ಕೆ.ಆಚಾರ್ಯ ಅವರಿಗೆ ಕರ್ನಾಟಕ ಕಾರ್ಯನಿರತ ಪತ್ರಕರ್ತರ ಸಂಘದಿಂದ ನುಡಿ ನಮನ ಕಾರ್ಯಕ್ರಮವನ್ನು ಏರ್ಪಡಿಸಲಾಗಿದೆ. ನಗರದ ಕೆ.ಜಿ.ರಸ್ತೆ ಕಂದಾಯ ಭವನದ ಬಳಿ ಪತ್ರಕರ್ತರ ಭವನದಲ್ಲಿ ಏ.29ರಂದು ಮಂಗಳವಾರ ಬೆಳಿಗ್ಗೆ 11.30ಕ್ಕೆ ಏರ್ಪಡಿಸಲಾಗಿದೆ. ಶ್ಯಾಮಸುಂದರ್ ಕಾರ್ಯಕ್ರಮದಲ್ಲಿ ಕನ್ನಡಪ್ರಭ ಪತ್ರಿಕೆ ಸಂಪಾದಕರಾಗಿದ್ದ ಅವರು ರಾಜ್ಯ ಮಟ್ಟದ ಹಲವಾರು ಪ್ರಶಸ್ತಿಗಳನ್ನು ಪಡೆದಿದ್ದರು. ಆಚಾರ್ಯ ಅವರು ದೀರ್ಘಕಾಲ ಪ್ರಜಾವಾಣಿಯಲ್ಲಿ ಸೇವೆ ಸಲ್ಲಿಸಿದ್ದರು. ಈ ಸಂದರ್ಭದಲ್ಲಿ ಇತ್ತೀಚೆಗೆ ಅಗಲಿದ ಪತ್ರಕರ್ತರಾದ ಸದಾಶಿವ ಶೆಣೈ, ನರಸಿಂಹ ಅವರಿಗೂ ಶ್ರದ್ಧಾಂಜಲಿ ಸಲ್ಲಿಸಲಾಗುವುದು ಎಂದು ಕೆಯುಡಬ್ಲ್ಯುಜೆ ಅಧ್ಯಕ್ಷ ಶಿವಾನಂದ ತಗಡೂರು ಪ್ರಧಾನ ಕಾರ್ಯದರ್ಶಿ ಜಿ.ಸಿ.ಲೋಕೇಶ್ ಪ್ರಕಟಣೆಯಲ್ಲಿ ತಿಳಿಸಿದ್ದಾರೆ. <box>4 100 149 221</box>
lake-dateline: ಮಂಡ್ಯ: <box>750 1028 767 1036</box>
anjaneya-body-col <box>4 948 164 1134</box>
degrees-dateline: ಮೈಸೂರು: <box>210 440 234 448</box>
